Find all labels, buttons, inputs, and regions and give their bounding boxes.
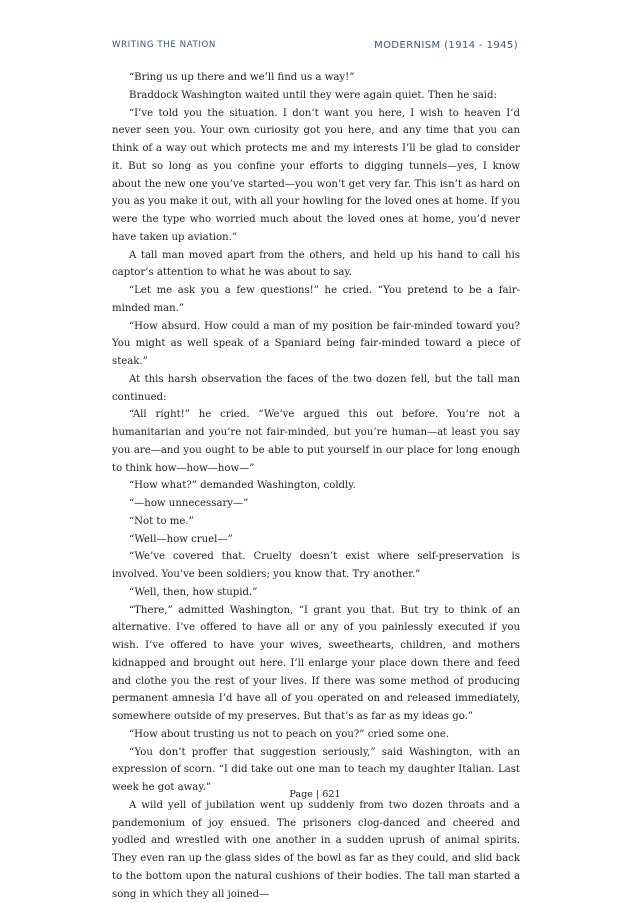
body-text — [112, 69, 520, 903]
paragraph: “We’ve covered that. Cruelty doesn’t exist where self-preservation is involved. You’ve been soldiers; you know that. Try another.” — [112, 551, 520, 580]
header-section-title: WRITING THE NATION — [112, 40, 216, 50]
paragraph: A tall man moved apart from the others, and held up his hand to call his captor’s attention to what he was about to say. — [112, 249, 520, 279]
page-number: Page | 621 — [289, 789, 341, 800]
paragraph: “Well, then, how stupid.” — [129, 586, 258, 598]
paragraph: “Not to me.” — [129, 515, 194, 527]
paragraph: “There,” admitted Washington, “I grant you that. But try to think of an alternative. I’ve offered to have all or any of you painlessly executed if you wish. I’ve offered to have your wives, sweethearts, children, and mothers kidnapped and brought out here. I’ll enlarge your place down there and feed and clothe you the rest of your lives. If there was some method of producing permanent amnesia I’d have all of you operated on and released immediately, somewhere outside of my preserves. But that’s as far as my ideas go.” — [112, 604, 520, 722]
paragraph: “You don’t proffer that suggestion seriously,” said Washington, with an expression of scorn. “I did take out one man to teach my daughter Italian. Last week he got away.” — [112, 746, 520, 793]
paragraph: “How what?” demanded Washington, coldly. — [129, 480, 356, 492]
paragraph: At this harsh observation the faces of the two dozen fell, but the tall man continued: — [112, 373, 520, 403]
paragraph: “Well—how cruel—” — [129, 533, 233, 545]
paragraph: “Let me ask you a few questions!” he cried. “You pretend to be a fair-minded man.” — [112, 285, 520, 314]
paragraph: A wild yell of jubilation went up suddenly from two dozen throats and a pandemonium of joy ensued. The prisoners clog-danced and cheered and yodled and wrestled with one another in a sudden uprush of animal spirits. They even ran up the glass sides of the bowl as far as they could, and slid back to the bottom upon the natural cushions of their bodies. The tall man started a song in which they all joined— — [112, 799, 520, 900]
paragraph: “All right!” he cried. “We’ve argued this out before. You’re not a humanitarian and you’re not fair-minded, but you’re human—at least you say you are—and you ought to be able to put yourself in our place for long enough to think how—how—how—” — [112, 409, 520, 474]
paragraph: “I’ve told you the situation. I don’t want you here, I wish to heaven I’d never seen you. Your own curiosity got you here, and any time that you can think of a way out which protects me and my interests I’ll be glad to consider it. But so long as you confine your efforts to digging tunnels—yes, I know about the new one you’ve started—you won’t get very far. This isn’t as hard on you as you make it out, with all your howling for the loved ones at home. If you were the type who worried much about the loved ones at home, you’d never have taken up aviation.” — [112, 107, 520, 243]
running-header — [112, 40, 518, 51]
paragraph: “How about trusting us not to peach on you?” cried some one. — [129, 728, 450, 740]
paragraph: “—how unnecessary—” — [129, 498, 249, 509]
page-footer — [0, 789, 630, 800]
paragraph: Braddock Washington waited until they were again quiet. Then he said: — [129, 89, 497, 101]
paragraph: “How absurd. How could a man of my position be fair-minded toward you? You might as well speak of a Spaniard being fair-minded toward a piece of steak.” — [112, 320, 520, 367]
paragraph: “Bring us up there and we’ll find us a way!” — [129, 72, 355, 83]
header-period-title: MODERNISM (1914 - 1945) — [374, 40, 518, 51]
